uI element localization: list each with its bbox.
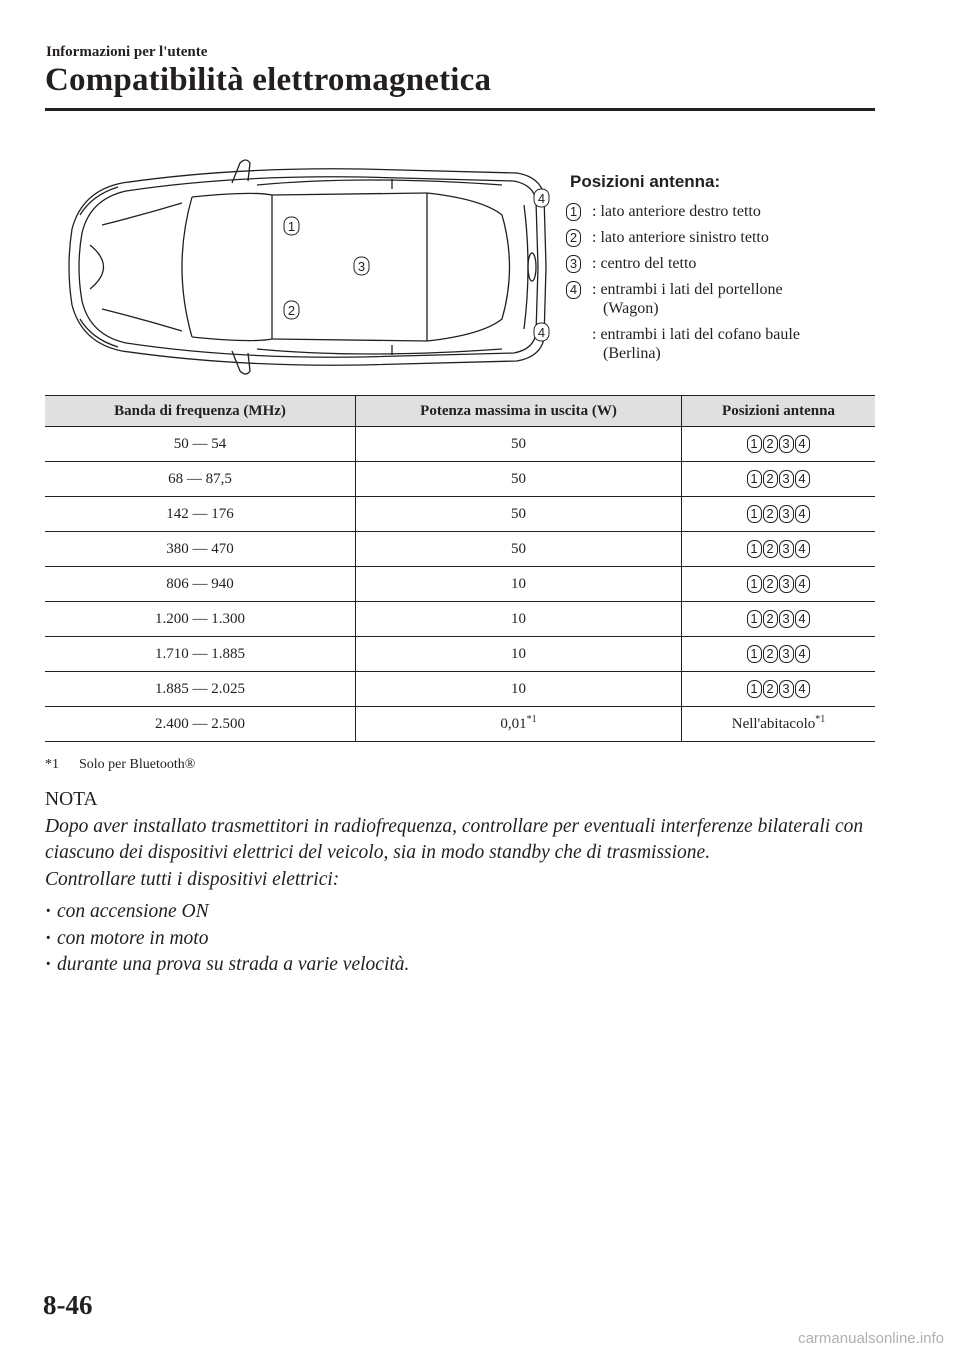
title-rule [45,108,875,111]
table-row [45,497,875,532]
position-number: 1 [747,470,762,488]
list-item: · con accensione ON [45,899,875,926]
position-number: 3 [779,540,794,558]
position-number: 3 [779,575,794,593]
position-number: 2 [763,575,778,593]
column-header: Banda di frequenza (MHz) [45,396,356,427]
power-cell: 50 [356,462,682,497]
power-cell: 10 [356,637,682,672]
table-row [45,427,875,462]
position-number: 1 [747,575,762,593]
positions-cell [682,497,876,532]
frequency-table [45,395,875,742]
legend-item [566,254,886,273]
list-item: · durante una prova su strada a varie velocità. [45,952,875,979]
position-number: 1 [747,645,762,663]
legend-item [566,228,886,247]
marker-2: 2 [287,303,296,318]
band-cell: 380 ― 470 [45,532,356,567]
positions-cell [682,462,876,497]
legend-number: 1 [566,203,581,221]
position-number: 2 [763,505,778,523]
band-cell: 806 ― 940 [45,567,356,602]
position-number: 2 [763,435,778,453]
positions-cell [682,532,876,567]
power-value: 0,01 [500,715,527,732]
position-number: 2 [763,470,778,488]
position-number: 4 [795,610,810,628]
position-number: 3 [779,680,794,698]
position-number: 3 [779,645,794,663]
legend-text: : centro del tetto [592,255,697,272]
positions-cell [682,637,876,672]
table-header-row [45,396,875,427]
footnote-text: Solo per Bluetooth® [79,757,196,772]
column-header: Potenza massima in uscita (W) [356,396,682,427]
marker-3: 3 [357,259,366,274]
power-cell: 10 [356,602,682,637]
footnote-mark: *1 [45,757,59,772]
position-number: 3 [779,435,794,453]
position-number: 1 [747,505,762,523]
position-number: 2 [763,680,778,698]
position-number: 4 [795,435,810,453]
legend-title: Posizioni antenna: [570,172,721,191]
position-number: 4 [795,645,810,663]
note-paragraph: Controllare tutti i dispositivi elettrici: [45,868,340,890]
page-number: 8-46 [43,1290,93,1320]
position-text: Nell'abitacolo [731,715,816,732]
legend-item [566,325,886,363]
band-cell: 68 ― 87,5 [45,462,356,497]
band-cell: 50 ― 54 [45,427,356,462]
power-cell [356,707,682,742]
marker-4-bottom: 4 [537,325,546,340]
table-row [45,707,875,742]
position-number: 1 [747,610,762,628]
power-cell: 10 [356,567,682,602]
footnote-ref: *1 [526,713,537,725]
position-number: 2 [763,610,778,628]
position-number: 1 [747,540,762,558]
legend-item [566,202,886,221]
legend-text: : entrambi i lati del portellone [592,281,783,298]
positions-cell [682,602,876,637]
position-number: 4 [795,680,810,698]
legend-subtext: (Berlina) [603,345,661,362]
note-block [45,787,875,979]
watermark[interactable]: carmanualsonline.info [798,1330,944,1347]
power-cell: 50 [356,532,682,567]
positions-cell [682,672,876,707]
position-number: 2 [763,540,778,558]
position-number: 1 [747,435,762,453]
table-row [45,637,875,672]
marker-4-top: 4 [537,191,546,206]
note-heading: NOTA [45,789,98,810]
position-number: 3 [779,505,794,523]
position-number: 4 [795,575,810,593]
power-cell: 50 [356,427,682,462]
band-cell: 1.885 ― 2.025 [45,672,356,707]
legend-item [566,280,886,318]
footnote-ref: *1 [815,713,826,725]
marker-1: 1 [287,219,296,234]
legend-text: : lato anteriore destro tetto [592,203,761,220]
band-cell: 1.200 ― 1.300 [45,602,356,637]
section-label: Informazioni per l'utente [46,44,208,60]
legend-number: 3 [566,255,581,273]
position-number: 4 [795,470,810,488]
legend-number: 2 [566,229,581,247]
legend-number: 4 [566,281,581,299]
positions-cell [682,427,876,462]
table-row [45,602,875,637]
legend-text: : entrambi i lati del cofano baule [592,326,800,343]
page-title: Compatibilità elettromagnetica [45,62,492,98]
positions-cell [682,567,876,602]
footnote [45,757,195,773]
position-number: 4 [795,505,810,523]
band-cell: 2.400 ― 2.500 [45,707,356,742]
power-cell: 10 [356,672,682,707]
position-number: 3 [779,470,794,488]
legend-text: : lato anteriore sinistro tetto [592,229,769,246]
positions-cell [682,707,876,742]
note-paragraph: Dopo aver installato trasmettitori in radiofrequenza, controllare per eventuali interferenze bilaterali con ciascuno dei dispositivi elettrici del veicolo, sia in modo standby che di trasmissione. [45,815,864,863]
column-header: Posizioni antenna [682,396,876,427]
legend-subtext: (Wagon) [603,300,659,317]
table-row [45,462,875,497]
position-number: 1 [747,680,762,698]
power-cell: 50 [356,497,682,532]
position-number: 4 [795,540,810,558]
band-cell: 1.710 ― 1.885 [45,637,356,672]
band-cell: 142 ― 176 [45,497,356,532]
list-item: · con motore in moto [45,926,875,953]
position-number: 2 [763,645,778,663]
note-list [45,899,875,979]
car-top-view-icon [62,155,562,380]
position-number: 3 [779,610,794,628]
table-row [45,567,875,602]
antenna-legend [566,172,886,370]
table-row [45,672,875,707]
table-row [45,532,875,567]
